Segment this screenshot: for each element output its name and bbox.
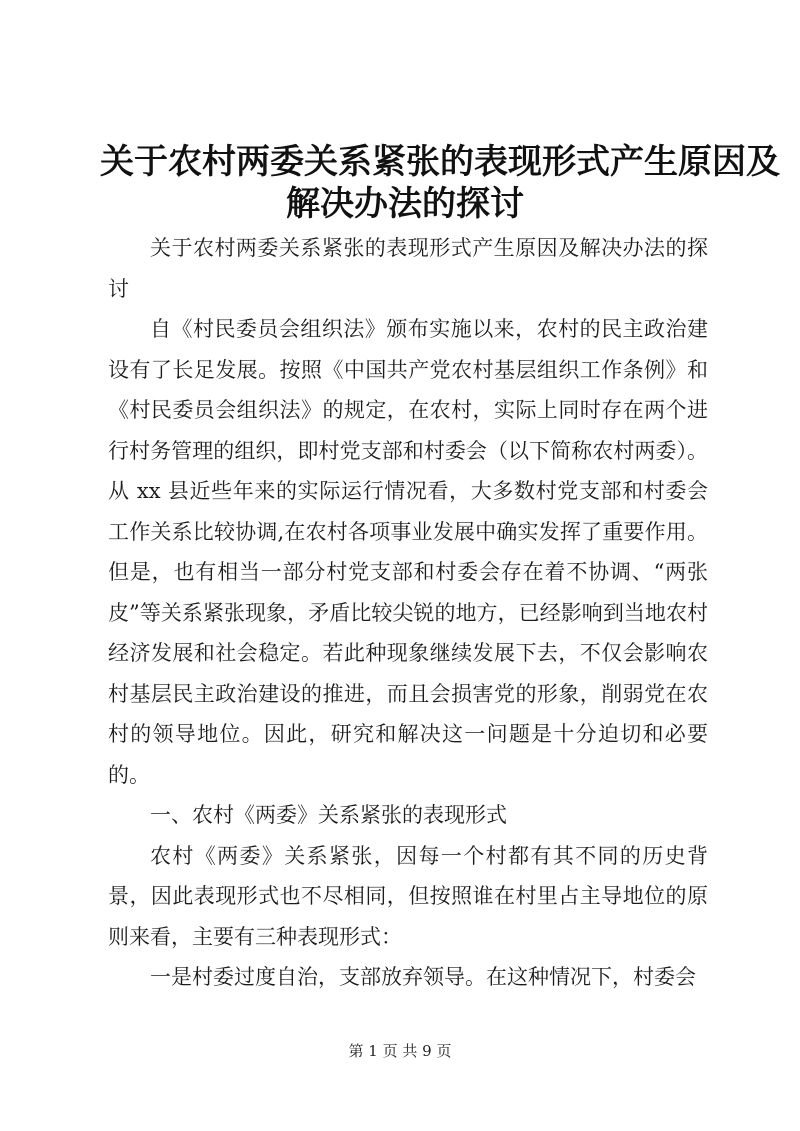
paragraph-subtitle: 关于农村两委关系紧张的表现形式产生原因及解决办法的探讨	[108, 236, 708, 301]
page-number-footer: 第 1 页 共 9 页	[348, 1042, 452, 1060]
section-heading: 一、农村《两委》关系紧张的表现形式	[150, 803, 507, 827]
document-title-line-1: 关于农村两委关系紧张的表现形式产生原因及	[100, 142, 780, 182]
paragraph-section-intro: 农村《两委》关系紧张，因每一个村都有其不同的历史背景，因此表现形式也不尽相同，但按照谁在村里占主导地位的原则来看，主要有三种表现形式：	[108, 843, 708, 949]
paragraph-form-one: 一是村委过度自治，支部放弃领导。在这种情况下，村委会	[150, 965, 696, 989]
paragraph-intro: 自《村民委员会组织法》颁布实施以来，农村的民主政治建设有了长足发展。按照《中国共产党农村基层组织工作条例》和《村民委员会组织法》的规定，在农村，实际上同时存在两个进行村务管理的组织，即村党支部和村委会（以下简称农村两委）。从 xx 县近些年来的实际运行情况看，大多数村党支部和村委会工作关系比较协调,在农村各项事业发展中确实发挥了重要作用。但是，也有相当一部分村党支部和村委会存在着不协调、“两张皮”等关系紧张现象，矛盾比较尖锐的地方，已经影响到当地农村经济发展和社会稳定。若此种现象继续发展下去，不仅会影响农村基层民主政治建设的推进，而且会损害党的形象，削弱党在农村的领导地位。因此，研究和解决这一问题是十分迫切和必要的。	[108, 317, 708, 787]
document-title-line-2: 解决办法的探讨	[286, 184, 524, 224]
document-body	[108, 228, 708, 998]
